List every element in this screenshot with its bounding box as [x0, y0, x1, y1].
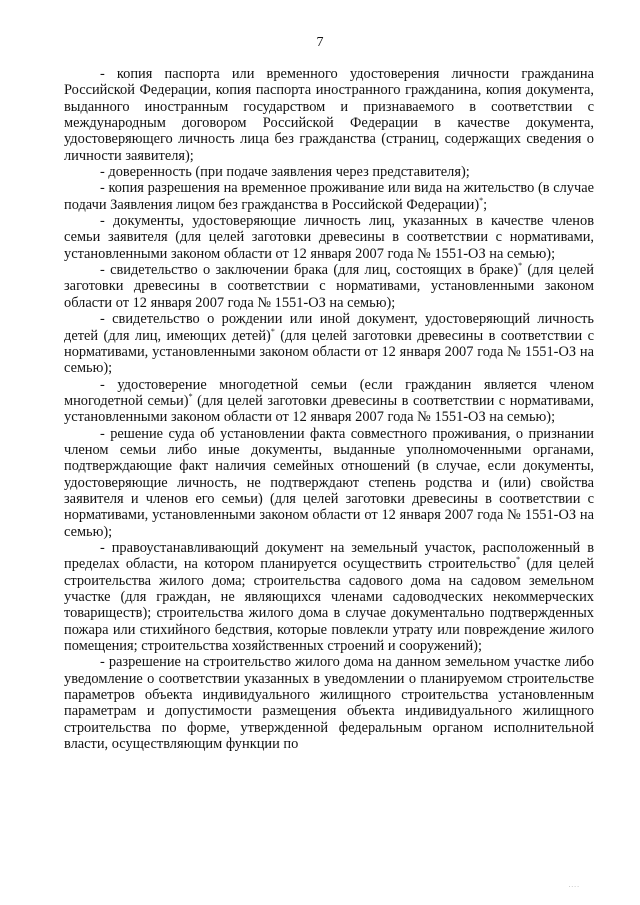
footnote-mark: * — [188, 391, 193, 401]
paragraph-construction-permit: - разрешение на строительство жилого дома на данном земельном участке либо уведомление о соответствии указанных в уведомлении о планируемом строительстве параметров объекта индивидуального жилищного строительства установленным параметрам и допустимости размещения объекта индивидуального жилищного строительства по форме, утвержденной федеральным органом исполнительной власти, осуществляющим функции по — [64, 654, 594, 753]
paragraph-large-family-certificate: - удостоверение многодетной семьи (если гражданин является членом многодетной семьи)* (для целей заготовки древесины в соответствии с нормативами, установленными законом области от 12 января 2007 года № 1551-ОЗ на семью); — [64, 376, 594, 426]
paragraph-power-of-attorney: - доверенность (при подаче заявления через представителя); — [100, 164, 470, 181]
paragraph-land-title: - правоустанавливающий документ на земельный участок, расположенный в пределах области, на котором планируется осуществить строительство* (для целей строительства жилого дома; строительства садового дома на садовом земельном участке (для граждан, не являющихся членами садоводческих некоммерческих товариществ); строительства жилого дома в случае документально подтвержденных пожара или стихийного бедствия, которые повлекли утрату или повреждение жилого помещения; строительства хозяйственных строений и сооружений); — [64, 539, 595, 655]
paragraph-residence-permit: - копия разрешения на временное проживание или вида на жительство (в случае подачи Заявления лицом без гражданства в Российской Федерации)*; — [64, 180, 594, 213]
footnote-mark: * — [270, 326, 275, 336]
paragraph-passport: - копия паспорта или временного удостоверения личности гражданина Российской Федерации, копия паспорта иностранного гражданина, копия документа, выданного иностранным государством и признаваемого в соответствии с международным договором Российской Федерации в качестве документа, удостоверяющего личность лица без гражданства (страниц, содержащих сведения о личности заявителя); — [64, 66, 594, 164]
page-number: 7 — [316, 35, 324, 50]
footnote-mark: * — [518, 261, 523, 271]
footnote-mark: * — [516, 555, 521, 565]
footnote-mark: * — [479, 195, 484, 205]
document-body — [64, 66, 594, 752]
scan-artifact: ···· — [568, 884, 580, 891]
paragraph-birth-certificate: - свидетельство о рождении или иной документ, удостоверяющий личность детей (для лиц, имеющих детей)* (для целей заготовки древесины в соответствии с нормативами, установленными законом области от 12 января 2007 года № 1551-ОЗ на семью); — [64, 311, 594, 377]
paragraph-family-ids: - документы, удостоверяющие личность лиц, указанных в качестве членов семьи заявителя (для целей заготовки древесины в соответствии с нормативами, установленными законом области от 12 января 2007 года № 1551-ОЗ на семью); — [64, 213, 594, 262]
paragraph-marriage-certificate: - свидетельство о заключении брака (для лиц, состоящих в браке)* (для целей заготовки древесины в соответствии с нормативами, установленными законом области от 12 января 2007 года № 1551-ОЗ на семью); — [64, 261, 594, 311]
paragraph-court-decision: - решение суда об установлении факта совместного проживания, о признании членом семьи либо иные документы, выданные уполномоченными органами, подтверждающие факт наличия семейных отношений (в случае, если документы, удостоверяющие личность, не подтверждают степень родства и (или) свойства заявителя и членов его семьи) (для целей заготовки древесины в соответствии с нормативами, установленными законом области от 12 января 2007 года № 1551-ОЗ на семью); — [64, 425, 594, 540]
